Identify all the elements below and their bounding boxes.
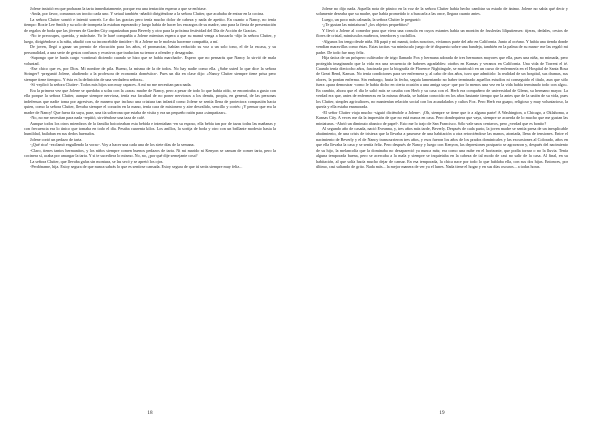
paragraph: -No, no me necesitan para nada -repitió, sirviéndose una taza de café. xyxy=(30,115,145,121)
paragraph: La señora Clutter sonrió e intentó sonreír. Le dio las gracias pero tenía mucho dolor de cabeza y nada de apetito. En cuanto a Nancy, no tenía tiempo: Roxie Lee Smith y su solo de trompeta la estaban esperando y luego había de hacer los encargos de su madre, uno para la fiesta de presentación de regalos de boda que las jóvenes de Garden City organizaban para Beverly y otro para la próxima festividad del Día de Acción de Gracias. xyxy=(24,16,276,33)
right-page-body xyxy=(316,6,568,399)
paragraph: Jolene no dijo nada. Aquella nota de pánico en la voz de la señora Clutter había hecho cambiar su estado de ánimo. Jolene no sabía qué decir y solamente deseaba que su madre, que había prometido ir a buscarla a las once, llegara cuanto antes. xyxy=(316,6,568,17)
left-page-body xyxy=(24,6,276,399)
paragraph: -Anda, por favor, comamos un trocito cada uno. Y setual también -añadió dirigiéndose a la señora Clutter, que acababa de entrar en la cocina. xyxy=(30,11,265,17)
paragraph: -Sí -replicó la señora Clutter-. Todos mis hijos son muy capaces. A mí no me necesitan para nada. xyxy=(30,82,192,88)
paragraph: Jolene insistió en que probaran la tarta inmediatamente, porque era una tentación esperar a que se enfriase. xyxy=(30,6,207,11)
left-page xyxy=(24,6,276,418)
paragraph: Al segundo año de casada, nació Eveanna, y, tres años más tarde, Beverly. Después de cada parto, la joven madre se sentía presa de un inexplicable abatimiento, de una crisis de tristeza que la llevaba a pasearse de una habitación a otra retorciéndose las manos, atontada, llena de tensiones. Entre el nacimiento de Beverly y el de Nancy transcurrieron tres años, y esos fueron los años de los prados dominicales y las excursiones al Colorado, años en que ella llevaba la casa y se sentía feliz. Pero después de Nancy y luego con Kenyon, las depresiones postparto se agravaron y, después del nacimiento de su hijo, la melancolía que la dominaba no desapareció ya nunca más; era como una nube en el horizonte, que podía tornar o no la lluvia. Tenía alguna temporada buena, pero se acercaba a la mala y siempre se inquietaba en la cabeza de tal modo de casi no salir de la casa. Al final, en su habitación, al que solía hacía mucho dejar de cansar. En esa temporada, la chica nace por todo lo que hablaba ella, con sus dos hijas. Entonces, por último, casi saltando de grito. Nada más... la mejor manera de ver ya el lunes. Nada tiene el hogar y en sus días oscuros... a todas horas. xyxy=(316,125,568,170)
paragraph: Era la primera vez que Jolene se quedaba a solas con la «rara» madre de Nancy, pero a pesar de todo lo que había oído, se encontraba a gusto con ella porque la señora Clutter, aunque siempre nerviosa, tenía esa facultad de no poner nerviosos a los demás, propia, en general, de las personas indefensas que nadie toma por agresivas, de manera que incluso una criatura tan infantil como Jolene se sentía llena de protectora compasión hacia quien, como la señora Clutter, llevaba siempre el corazón en la mano, tenía cara de misionero y aire desvalido, sencillo y cortés: ¡Y pensar que era la madre de Nancy! Que fuera tía suya, pase, una tía solterona que estaba de visita y era un pequeño ratón para «simpatizar». xyxy=(24,87,276,115)
paragraph: -Algunos los tengo desde niña. Mi papá y mi mamá, todos nosotros, vivíamos parte del año en California. Junto al océano. Y había una tienda donde vendían maravillas como éstas. Estas tacitas -su minúsculo juego de té dispuesto sobre una bandeja, también en la palma de su mano- me las regaló mi padre. De todo fue muy feliz. xyxy=(316,38,568,55)
paragraph: -¡Qué rica! -exclamó engullendo la vorac-. Voy a hacer una cada una de los siete días de la semana. xyxy=(30,142,195,148)
paragraph: -Perdóname, hija. Estoy segura de que nunca sabrás lo que es sentirse cansada. Estoy segura de que tú serás siempre muy feliz... xyxy=(30,164,243,170)
paragraph: -¿Te gustan las miniaturas? ¿los objetos pequeñitos? xyxy=(322,22,409,28)
paragraph: De joven, llegó a ganar un premio de elocución para los años, el pronunciar, habían reducido su voz a un solo tono, el de la escasa, y su personalidad, a una serie de gestos confusos y evasivos que traducían su temor a ofender y desagradar. xyxy=(24,44,276,55)
paragraph: Aunque todos los otros miembros de la familia boicoteaban esta bebida e intentaban -en su esposo, ella bebía tan por de tazas todas las mañanas y con frecuencia era lo único que tomaba en todo el día. Pesaba cuarenta kilos. Los anillos, la sortija de boda y otro con un brillante modesto hasta la humildad, bailaban en sus dedos huesudos. xyxy=(24,120,276,137)
paragraph: La señora Clutter, que llevaba gafas sin montura, se las secó y se apretó los ojos. xyxy=(30,158,164,164)
paragraph: Jolene cortó un pedazo de tarta. xyxy=(30,136,83,142)
paragraph: -Claro, tienes tantos hermanitos, y los niños siempre comen buenos pedazos de tarta. Ni mi marido ni Kenyon se cansan de comer tarta, pero la cocinera sí, acaba por amargar la tarta. Y si te sucediera lo mismo. No, no, ¿por qué dije semejante cosa? xyxy=(24,147,276,159)
paragraph: -Ese chico que es, por Dios. Mi nombre de pila. Bueno, la misma de la de todos. No hay nadie como ella. ¿Sabe usted lo que dice la señora Stringer? -preguntó Jolene, aludiendo a la profesora de economía doméstica-. Pues un día en clase dijo: «Nancy Clutter siempre tiene prisa pero siempre tiene tiempo». Y ésta es la definición de una verdadera señora». xyxy=(24,65,276,82)
paragraph: Hija única de un próspero cultivador de trigo llamado Fox y hermana adorada de tres hermanos mayores que ella, pues una niña, no mimada, pero protegida imaginando que la vida era una secuencia de haberes agradables: otoños en Kansas y veranos en California. Una vida de Torrent el té. Cuando tenía dieciocho años, fascinada por la biografía de Florence Nightingale, se matriculó en un curso de enfermería en el Hospital de Santa Rosa de Great Bend, Kansas. No tenía condiciones para ser enfermera y, al cabo de dos años, tuvo que admitirlo: la realidad de un hospital, sus dramas, sus olores, la ponían enferma. Sin embargo, hasta la fecha, seguía lamentando no haber terminado aquellos estudios ni conseguido el título, aun que sólo fuera «para demostrar -como le había dicho en cierta ocasión a una amiga suya- que por lo menos una vez en la vida había terminado todo con algo». En cambio, ahora que el día le salió más se casaba con Herb y su casa con el. Herb era compañero de universidad de Glenn, su hermano mayor. La verdad era que, antes de enfermeras en la misma década, se habían conocido en los años bastante tiempo que la antes que de la unión de su vida, pues los Clutter, simples agricultores, no mantenían relación social con los acaudalados y cultos Fox. Pero Herb era guapo, religioso y muy voluntarioso, la quería y ella estaba enamorada. xyxy=(316,55,568,110)
paragraph: -No te preocupes, querida, y márchate. Yo le haré compañía a Jolene mientras espera a que su mamá venga a buscarla -dijo la señora Clutter, y luego, dirigiéndose a la niña, añadió con su inconcebible timidez-: Si a Jolene no le molesta hacerme compañía, a mí. xyxy=(24,33,276,44)
paragraph: Luego, un poco más calmada, la señora Clutter le preguntó: xyxy=(322,16,421,22)
paragraph: Y llevó a Jolene al comedor para que viera una consola en cuyos estantes había un montón de fruslerías liliputienses: tijeras, dedales, cestos de flores de cristal, minúsculos muñecos, tenedores y cuchillos. xyxy=(316,27,568,39)
right-page xyxy=(316,6,568,418)
left-page-number: 18 xyxy=(147,410,153,416)
right-page-number: 19 xyxy=(439,410,445,416)
paragraph: -El señor Clutter viaja mucho -siguió diciéndole a Jolene-. ¡Oh, siempre se tiene que ir a alguna parte! A Washington, a Chicago, a Oklahoma, a Kansas City. A veces me da la impresión de que no está nunca en casa. Pero dondequiera que vaya, siempre se acuerda de lo mucho que me gustan las miniaturas. -Abrió un diminuto abanico de papel-. Esto me lo trajo de San Francisco. Sólo vale unos centavos, pero ¿verdad que es bonito? xyxy=(316,109,568,126)
paragraph: -Supongo que te harás cargo -continuó diciendo cuando se hizo que se había marchado-. Espero que no pensarás que Nancy lo sirvió de mala voluntad. xyxy=(24,55,276,66)
